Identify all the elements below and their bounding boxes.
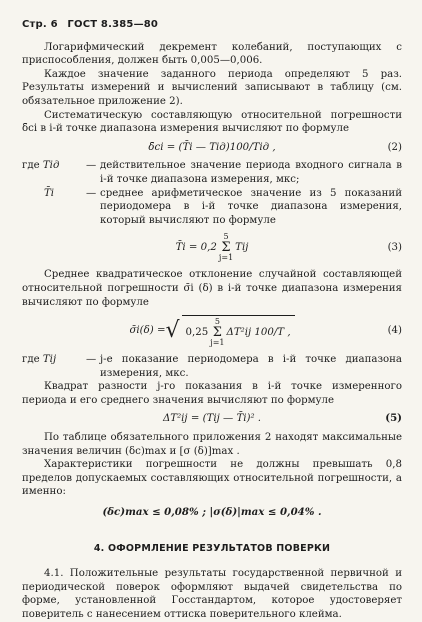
formula-5 xyxy=(22,412,402,426)
formula-3-right: Tij xyxy=(235,242,249,254)
definition-text: j-е показание периодомера в i-й точке диапазона измерения, мкс. xyxy=(100,354,402,379)
formula-5-expression: ΔT²ij = (Tij — T̄i)² . xyxy=(162,413,262,425)
paragraph-max-values: По таблице обязательного приложения 2 находят максимальные значения величин (δc)max и [σ (δ)]max . xyxy=(22,432,402,457)
definition-term xyxy=(22,353,86,380)
formula-2-number: (2) xyxy=(387,141,402,153)
formula-limits-expression: (δc)max ≤ 0,08% ; |σ(δ)|max ≤ 0,04% . xyxy=(102,506,322,519)
paragraph-limits: Характеристики погрешности не должны превышать 0,8 пределов допускаемых составляющих относительной погрешности, а именно: xyxy=(22,459,402,498)
sum-upper-limit: 5 xyxy=(223,232,229,242)
formula-2 xyxy=(22,141,402,155)
sum-sign xyxy=(210,318,224,347)
formula-3-left: T̄i = 0,2 xyxy=(175,242,217,254)
paragraph-systematic-error: Систематическую составляющую относительной погрешности δ̄ci в i-й точке диапазона измерения вычисляют по формуле xyxy=(22,109,402,135)
definition-term xyxy=(22,159,86,186)
definition-dash: — xyxy=(86,354,97,366)
formula-4-inner: ΔT²ij 100/T , xyxy=(226,326,291,338)
definition-lead: где xyxy=(22,354,40,366)
radicand xyxy=(182,315,295,347)
section-title: 4. ОФОРМЛЕНИЕ РЕЗУЛЬТАТОВ ПОВЕРКИ xyxy=(93,542,331,554)
sum-lower-limit: j=1 xyxy=(210,338,225,348)
formula-4-left: σ̄i(δ) = xyxy=(129,325,166,337)
standard-code: ГОСТ 8.385—80 xyxy=(67,19,159,30)
sum-sign xyxy=(219,233,233,262)
sum-lower-limit: j=1 xyxy=(218,253,234,263)
formula-3 xyxy=(22,233,402,262)
sigma-symbol: Σ xyxy=(212,325,222,341)
definition-dash: — xyxy=(86,160,97,172)
definition-t-mean xyxy=(22,187,402,228)
definition-lead: где xyxy=(22,160,40,172)
paragraph-decrement: Логарифмический декремент колебаний, поступающих с приспособления, должен быть 0,005—0,006. xyxy=(22,41,402,67)
paragraph-results: 4.1. Положительные результаты государственной первичной и периодической поверок оформляют выдачей свидетельства по форме, установленной Госстандартом, которое удостоверяет поверитель с нанесением оттиска поверительного клейма. xyxy=(22,568,402,620)
definition-symbol: Tiд xyxy=(42,160,60,172)
paragraph-square-difference: Квадрат разности j-го показания в i-й точке измеренного периода и его среднего значения вычисляют по формуле xyxy=(22,381,402,406)
page-header xyxy=(22,18,402,32)
sum-upper-limit: 5 xyxy=(214,317,220,327)
page-number: Стр. 6 xyxy=(22,19,58,30)
radical-sign: √ xyxy=(165,318,180,344)
definition-dash: — xyxy=(86,187,97,199)
definition-t-ij xyxy=(22,353,402,380)
formula-4-number: (4) xyxy=(387,325,402,337)
definition-symbol: Tij xyxy=(42,354,57,366)
formula-4-coefficient: 0,25 xyxy=(185,326,209,338)
formula-limits xyxy=(22,506,402,520)
sigma-symbol: Σ xyxy=(221,240,231,256)
formula-2-expression: δ̄ci = (T̄i — Tiд)100/Tiд , xyxy=(148,141,276,153)
paragraph-measurements: Каждое значение заданного периода определяют 5 раз. Результаты измерений и вычислений записывают в таблицу (см. обязательное приложение 2). xyxy=(22,68,402,107)
square-root xyxy=(166,315,295,347)
definition-t-id xyxy=(22,159,402,186)
definition-symbol: T̄i xyxy=(44,187,55,199)
formula-3-number: (3) xyxy=(387,242,402,254)
formula-4 xyxy=(22,315,402,347)
formula-5-number: (5) xyxy=(385,412,402,425)
definition-text: действительное значение периода входного сигнала в i-й точке диапазона измерения, мкс; xyxy=(100,160,402,185)
definition-text: среднее арифметическое значение из 5 показаний периодомера в i-й точке диапазона измерения, который вычисляют по формуле xyxy=(100,187,402,226)
paragraph-random-error: Среднее квадратическое отклонение случайной составляющей относительной погрешности σ̄i (δ) в i-й точке диапазона измерения вычисляют по формуле xyxy=(22,269,402,308)
